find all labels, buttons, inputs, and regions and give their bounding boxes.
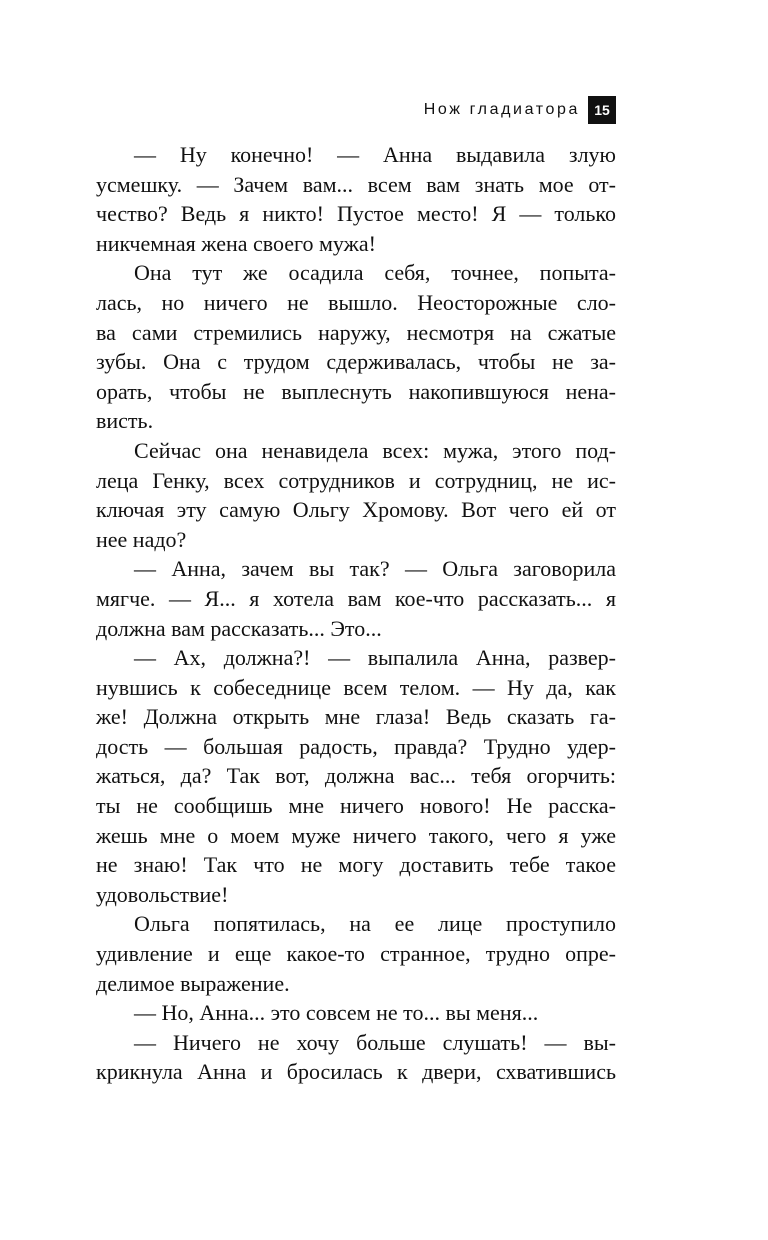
running-title: Нож гладиатора bbox=[423, 101, 580, 118]
text-line: жешь мне о моем муже ничего такого, чего я уже bbox=[96, 822, 616, 848]
text-line: же! Должна открыть мне глаза! Ведь сказать га- bbox=[96, 704, 616, 730]
paragraph bbox=[96, 554, 616, 643]
text-line: Сейчас она ненавидела всех: мужа, этого под- bbox=[134, 437, 616, 463]
body-text bbox=[96, 140, 616, 1087]
text-line: усмешку. — Зачем вам... всем вам знать мое от- bbox=[96, 171, 616, 197]
text-line: нувшись к собеседнице всем телом. — Ну да, как bbox=[96, 674, 616, 700]
paragraph bbox=[96, 909, 616, 998]
paragraph bbox=[96, 258, 616, 436]
text-line: ва сами стремились наружу, несмотря на сжатые bbox=[96, 319, 616, 345]
text-line: — Ничего не хочу больше слушать! — вы- bbox=[134, 1029, 616, 1055]
text-line: висть. bbox=[96, 408, 154, 434]
page-number: 15 bbox=[588, 96, 616, 124]
running-header bbox=[424, 96, 616, 124]
text-line: зубы. Она с трудом сдерживалась, чтобы не за- bbox=[96, 349, 616, 375]
text-line: крикнула Анна и бросилась к двери, схватившись bbox=[96, 1059, 616, 1085]
text-line: лась, но ничего не вышло. Неосторожные сло- bbox=[96, 289, 616, 315]
text-line: ключая эту самую Ольгу Хромову. Вот чего ей от bbox=[96, 497, 616, 523]
text-line: Ольга попятилась, на ее лице проступило bbox=[134, 911, 616, 937]
text-line: Она тут же осадила себя, точнее, попыта- bbox=[134, 260, 616, 286]
text-line: удовольствие! bbox=[96, 881, 229, 907]
text-line: нее надо? bbox=[96, 526, 187, 552]
text-line: жаться, да? Так вот, должна вас... тебя огорчить: bbox=[96, 763, 616, 789]
text-line: ты не сообщишь мне ничего нового! Не расска- bbox=[96, 793, 616, 819]
text-line: леца Генку, всех сотрудников и сотрудниц, не ис- bbox=[96, 467, 616, 493]
text-line: — Анна, зачем вы так? — Ольга заговорила bbox=[134, 556, 616, 582]
paragraph bbox=[96, 643, 616, 909]
paragraph bbox=[96, 140, 616, 258]
paragraph bbox=[96, 998, 616, 1028]
text-line: делимое выражение. bbox=[96, 970, 290, 996]
text-line: орать, чтобы не выплеснуть накопившуюся нена- bbox=[96, 378, 616, 404]
text-line: — Ах, должна?! — выпалила Анна, развер- bbox=[134, 645, 616, 671]
text-line: мягче. — Я... я хотела вам кое-что рассказать... я bbox=[96, 585, 616, 611]
paragraph bbox=[96, 1028, 616, 1087]
paragraph bbox=[96, 436, 616, 554]
text-line: никчемная жена своего мужа! bbox=[96, 230, 376, 256]
text-line: не знаю! Так что не могу доставить тебе такое bbox=[96, 852, 616, 878]
text-line: дость — большая радость, правда? Трудно удер- bbox=[96, 733, 616, 759]
text-line: — Ну конечно! — Анна выдавила злую bbox=[134, 142, 616, 167]
text-line: — Но, Анна... это совсем не то... вы меня... bbox=[134, 1000, 539, 1026]
text-line: должна вам рассказать... Это... bbox=[96, 615, 382, 641]
text-line: удивление и еще какое-то странное, трудно опре- bbox=[96, 941, 616, 967]
text-line: чество? Ведь я никто! Пустое место! Я — только bbox=[96, 201, 616, 227]
